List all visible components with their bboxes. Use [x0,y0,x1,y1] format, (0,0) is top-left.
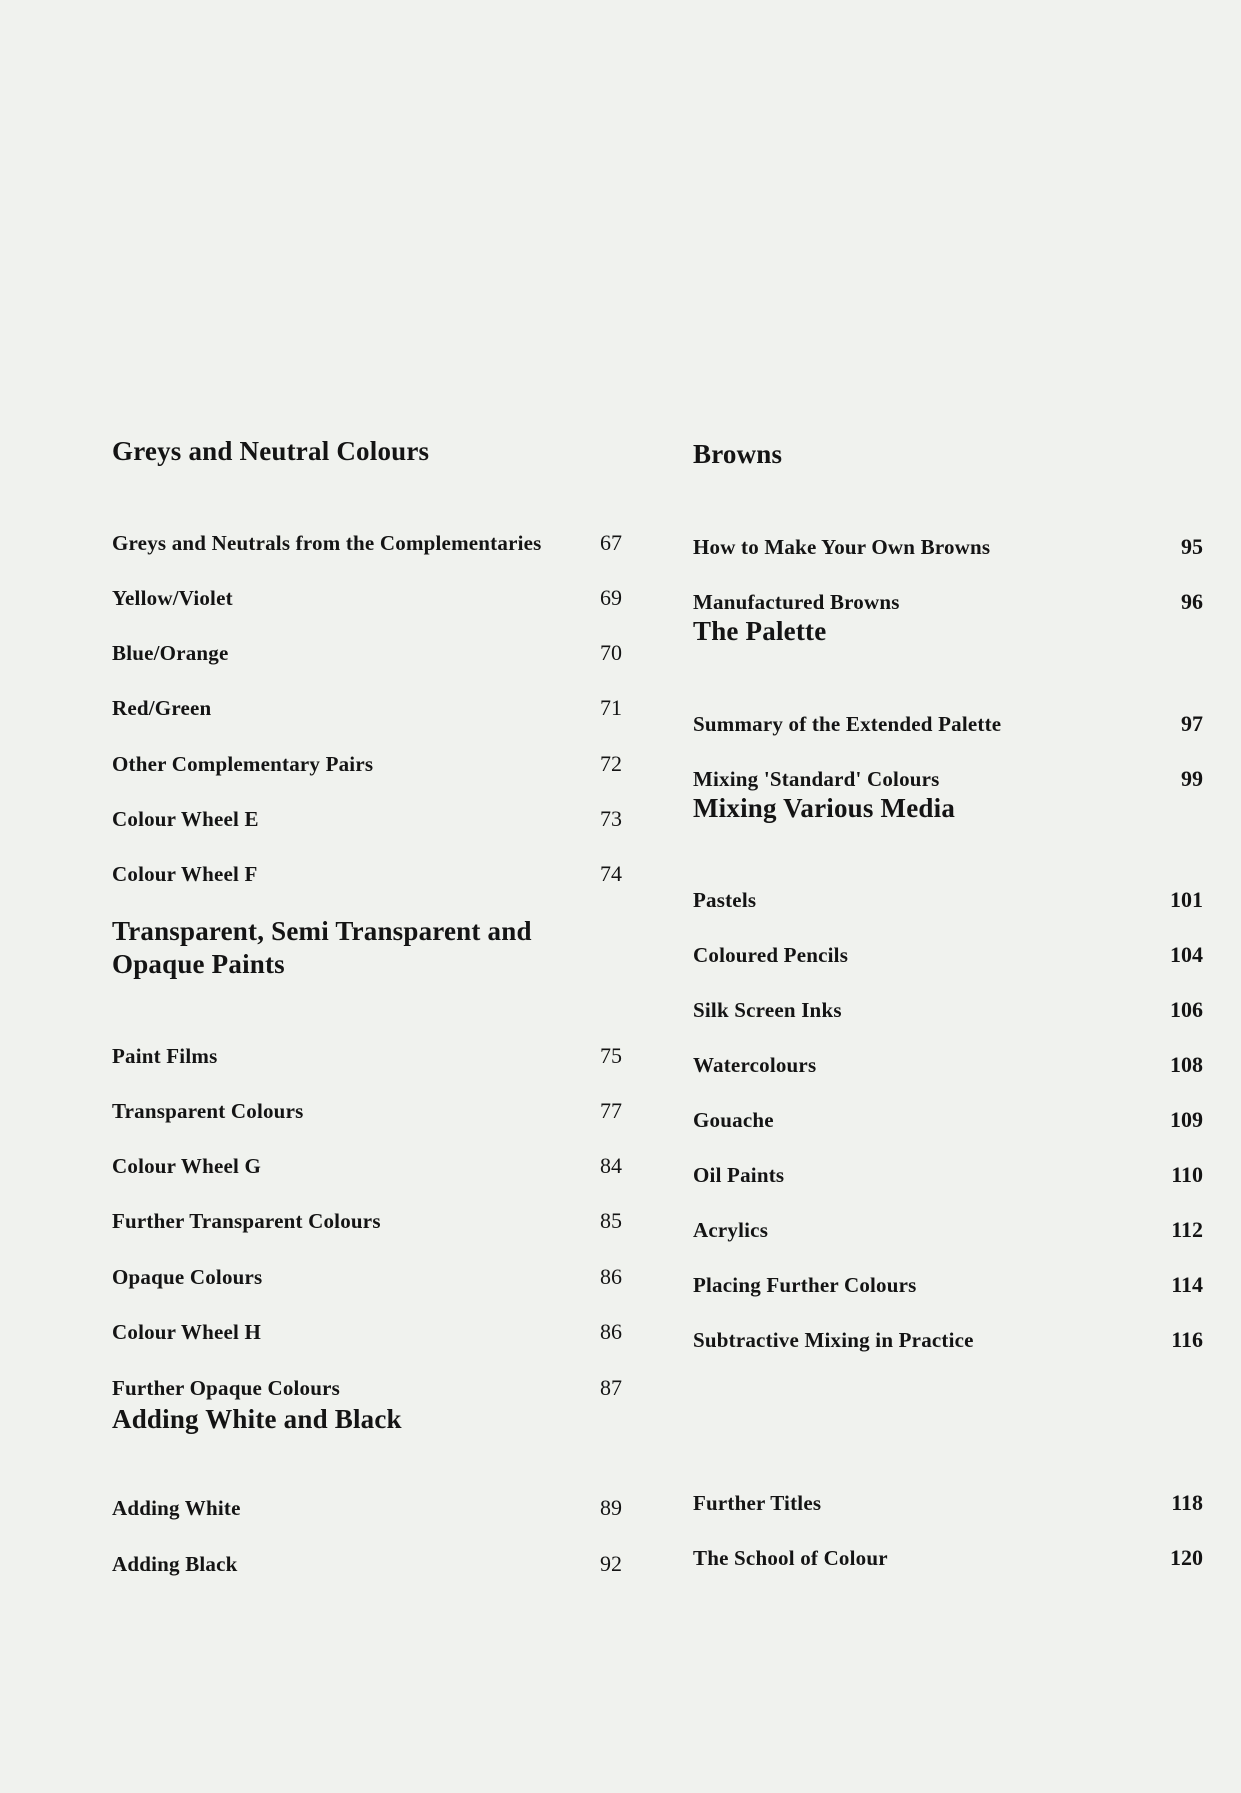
toc-entry[interactable] [693,505,1203,561]
toc-entry-title: How to Make Your Own Browns [693,535,991,559]
toc-entry-title: Subtractive Mixing in Practice [693,1328,974,1352]
toc-entry-title: Summary of the Extended Palette [693,712,1002,736]
toc-entry-title: Pastels [693,888,757,912]
toc-entry-page: 77 [600,1098,622,1123]
toc-entry[interactable] [693,1516,1203,1572]
toc-entry-page: 96 [1181,589,1203,614]
toc-entry[interactable] [112,666,622,722]
toc-entry-page: 106 [1170,997,1203,1022]
toc-entry-page: 74 [600,861,622,886]
toc-entry[interactable] [112,501,622,557]
toc-entry[interactable] [112,1124,622,1180]
toc-entry-title: Further Titles [693,1491,822,1515]
toc-entry[interactable] [112,1290,622,1346]
toc-entry-title: Colour Wheel F [112,862,258,886]
toc-entry[interactable] [112,1179,622,1235]
toc-entry-title: Silk Screen Inks [693,998,842,1022]
toc-entry[interactable] [693,1298,1203,1354]
toc-entry-title: Watercolours [693,1053,817,1077]
toc-entry-title: Colour Wheel E [112,807,259,831]
toc-entry-page: 108 [1170,1052,1203,1077]
section-heading-white-black: Adding White and Black [112,1404,402,1434]
toc-entry-title: Oil Paints [693,1163,785,1187]
toc-entry[interactable] [112,1069,622,1125]
toc-entry[interactable] [693,560,1203,616]
section-heading-palette: The Palette [693,616,827,646]
toc-entry[interactable] [693,1188,1203,1244]
toc-entry-title: Blue/Orange [112,641,229,665]
toc-entry-page: 86 [600,1264,622,1289]
toc-entry[interactable] [112,722,622,778]
toc-entry-page: 89 [600,1495,622,1520]
toc-entry-title: Yellow/Violet [112,586,233,610]
toc-entry-title: Transparent Colours [112,1099,304,1123]
toc-entry-title: Acrylics [693,1218,769,1242]
toc-entry[interactable] [112,832,622,888]
toc-entry[interactable] [693,1133,1203,1189]
toc-entry[interactable] [693,1023,1203,1079]
toc-entry-page: 75 [600,1043,622,1068]
toc-entry-title: Colour Wheel H [112,1320,262,1344]
toc-entry-title: Gouache [693,1108,774,1132]
toc-entry[interactable] [693,682,1203,738]
toc-entry-title: Adding White [112,1496,241,1520]
toc-entry[interactable] [693,1078,1203,1134]
toc-entry-title: The School of Colour [693,1546,888,1570]
toc-entry-title: Other Complementary Pairs [112,752,374,776]
toc-entry-page: 73 [600,806,622,831]
toc-entry-page: 95 [1181,534,1203,559]
toc-entry-title: Opaque Colours [112,1265,263,1289]
toc-entry[interactable] [112,1522,622,1578]
toc-entry-page: 99 [1181,766,1203,791]
toc-entry[interactable] [112,1346,622,1402]
toc-entry-page: 85 [600,1208,622,1233]
toc-entry-page: 67 [600,530,622,555]
toc-entry-title: Adding Black [112,1552,238,1576]
toc-entry-title: Colour Wheel G [112,1154,262,1178]
toc-entry-page: 110 [1171,1162,1203,1187]
toc-entry-title: Mixing 'Standard' Colours [693,767,940,791]
section-heading-mixing-media: Mixing Various Media [693,793,956,823]
toc-entry-title: Placing Further Colours [693,1273,917,1297]
toc-entry[interactable] [693,858,1203,914]
toc-entry-title: Coloured Pencils [693,943,849,967]
toc-entry-page: 69 [600,585,622,610]
toc-entry-page: 104 [1170,942,1203,967]
toc-entry[interactable] [112,777,622,833]
toc-entry-page: 72 [600,751,622,776]
toc-entry-page: 118 [1171,1490,1203,1515]
toc-entry-page: 114 [1171,1272,1203,1297]
toc-entry-title: Paint Films [112,1044,218,1068]
toc-entry-page: 71 [600,695,622,720]
section-heading-transparent-opaque: Transparent, Semi Transparent and Opaque Paints [112,916,532,979]
toc-entry-title: Greys and Neutrals from the Complementaries [112,531,542,555]
toc-entry-page: 109 [1170,1107,1203,1132]
toc-entry[interactable] [693,968,1203,1024]
toc-entry[interactable] [112,1235,622,1291]
toc-entry[interactable] [112,1014,622,1070]
toc-entry[interactable] [693,737,1203,793]
toc-entry-title: Further Transparent Colours [112,1209,381,1233]
toc-entry-page: 101 [1170,887,1203,912]
toc-entry[interactable] [693,913,1203,969]
section-heading-browns: Browns [693,439,783,469]
toc-entry[interactable] [693,1243,1203,1299]
toc-entry-page: 120 [1170,1545,1203,1570]
toc-entry[interactable] [693,1461,1203,1517]
toc-entry-page: 116 [1171,1327,1203,1352]
toc-entry-page: 70 [600,640,622,665]
toc-entry[interactable] [112,611,622,667]
section-heading-greys-neutral: Greys and Neutral Colours [112,436,430,466]
toc-entry-page: 92 [600,1551,622,1576]
toc-entry-page: 84 [600,1153,622,1178]
toc-entry-page: 86 [600,1319,622,1344]
toc-entry-page: 97 [1181,711,1203,736]
toc-entry-page: 112 [1171,1217,1203,1242]
toc-entry[interactable] [112,1466,622,1522]
toc-entry-page: 87 [600,1375,622,1400]
toc-entry-title: Red/Green [112,696,212,720]
toc-entry-title: Manufactured Browns [693,590,900,614]
toc-entry[interactable] [112,556,622,612]
toc-entry-title: Further Opaque Colours [112,1376,341,1400]
